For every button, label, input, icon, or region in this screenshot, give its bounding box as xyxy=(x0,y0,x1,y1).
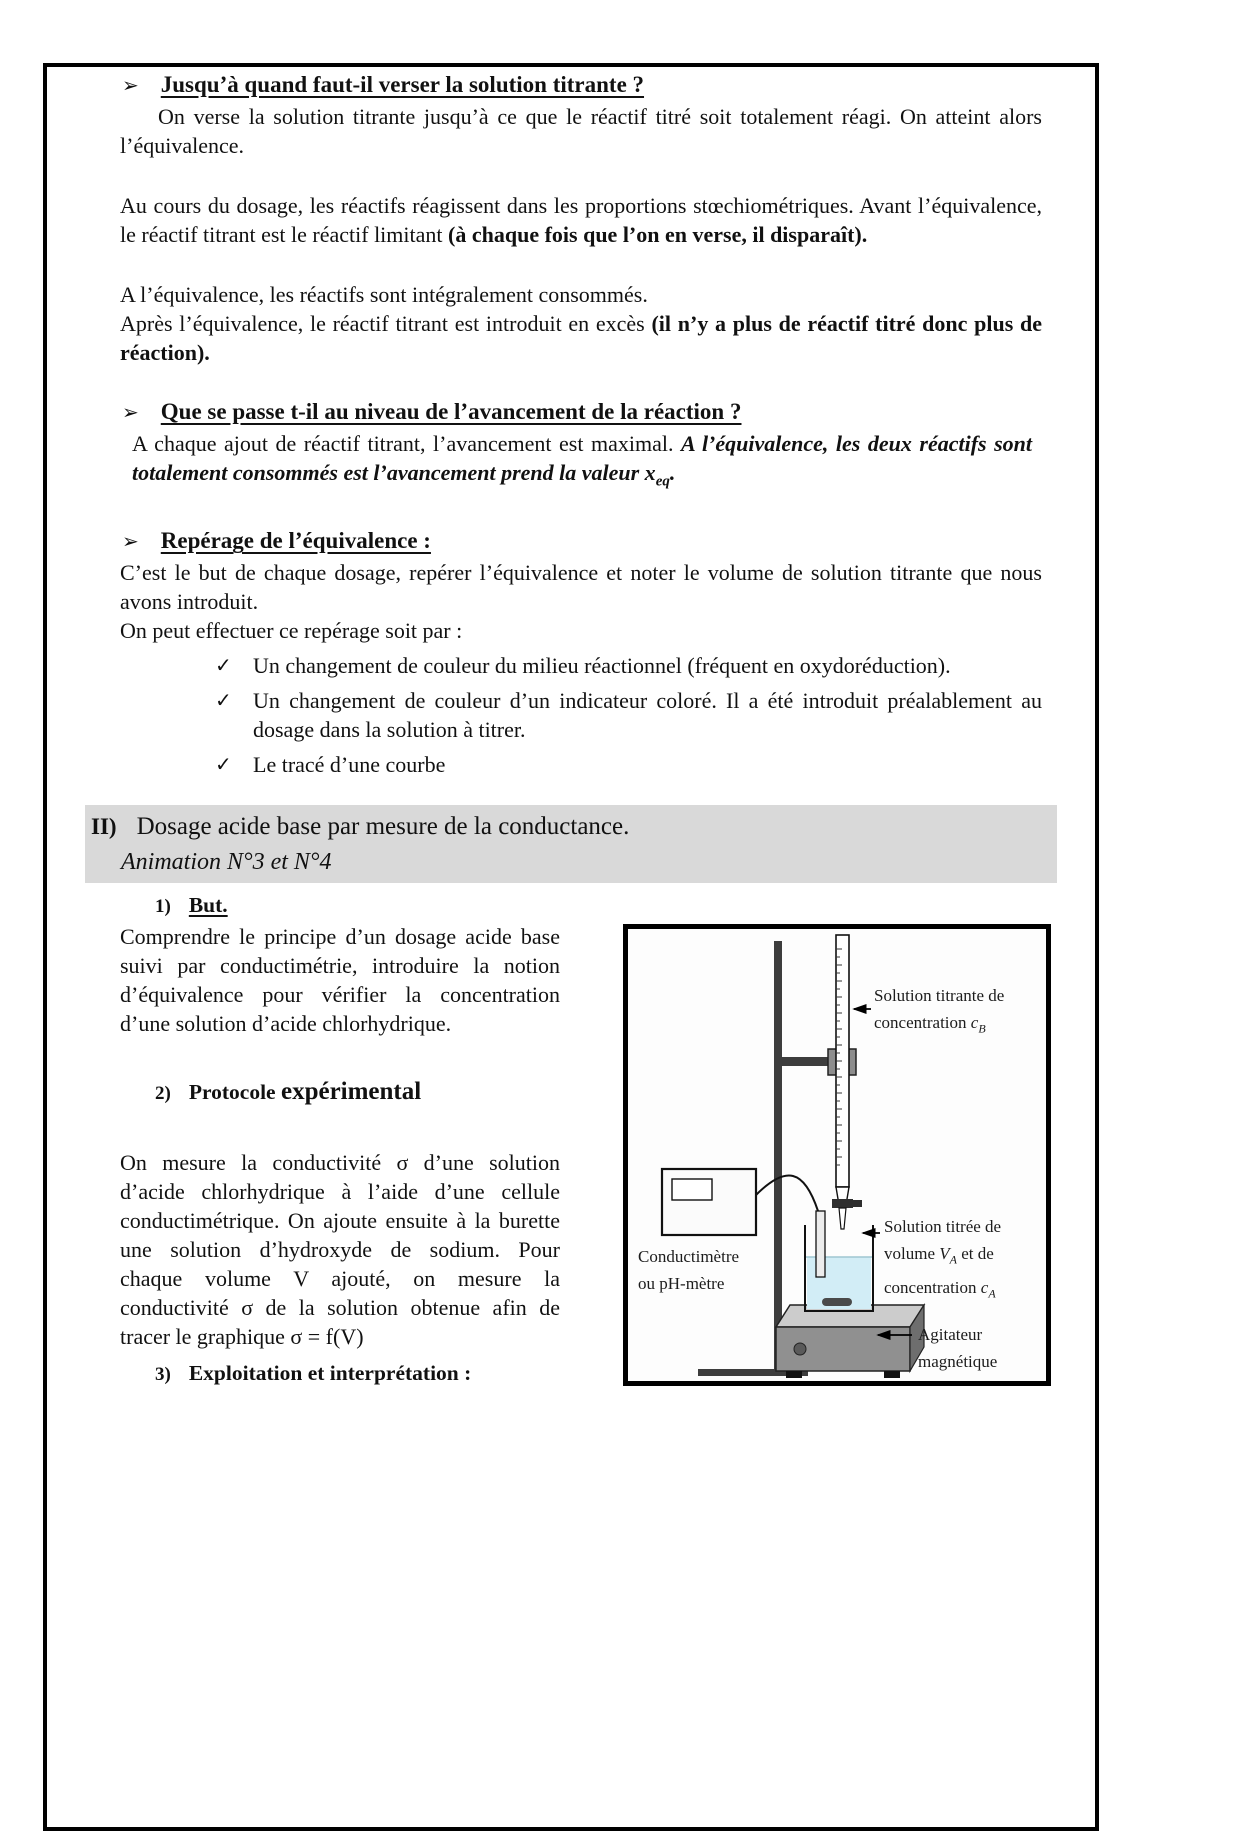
two-column-section xyxy=(120,922,1042,1442)
label-text: Solution titrante de xyxy=(874,986,1005,1006)
label-text: volume xyxy=(884,1244,940,1264)
arrow-bullet-icon: ➢ xyxy=(122,529,139,554)
heading-avancement xyxy=(122,397,1042,427)
text-run-bold: (il n’y a plus de réactif titré donc plus de réaction). xyxy=(120,311,1042,365)
conductimetric-cell xyxy=(816,1211,825,1277)
heading-text: Que se passe t-il au niveau de l’avancement de la réaction ? xyxy=(160,399,742,424)
stand-pole xyxy=(774,941,782,1371)
paragraph-avancement xyxy=(120,429,1042,496)
text-run: A chaque ajout de réactif titrant, l’avancement est maximal. xyxy=(132,431,681,456)
stopcock xyxy=(832,1199,853,1208)
heading-text-large: expérimental xyxy=(280,1078,422,1106)
label-line xyxy=(874,1009,1004,1042)
arrow-bullet-icon: ➢ xyxy=(122,400,139,424)
heading-text: But. xyxy=(188,893,228,918)
stir-bar xyxy=(822,1298,852,1306)
stirrer-foot xyxy=(786,1371,802,1378)
paragraph-but-dosage: C’est le but de chaque dosage, repérer l’équivalence et noter le volume de solution titrante que nous avons introduit. xyxy=(120,560,1042,615)
stopcock-handle xyxy=(853,1200,862,1207)
stirrer-foot xyxy=(884,1371,900,1378)
check-icon: ✓ xyxy=(215,653,232,678)
heading-text: Exploitation et interprétation : xyxy=(188,1361,472,1386)
section-title: Dosage acide base par mesure de la conductance. xyxy=(136,813,630,841)
text-run: Au cours du dosage, les réactifs réagissent dans les proportions stœchiométriques. Avant l’équivalence, le réactif titrant est le réactif limitant xyxy=(120,193,1042,247)
heading-reperage xyxy=(122,526,1042,556)
label-text: Conductimètre xyxy=(638,1247,740,1267)
paragraph-verse-solution: On verse la solution titrante jusqu’à ce que le réactif titré soit totalement réagi. On atteint alors l’équivalence. xyxy=(120,104,1042,158)
subscript-A: A xyxy=(949,1252,957,1267)
check-icon: ✓ xyxy=(215,752,232,777)
paragraph-reperage-intro: On peut effectuer ce repérage soit par : xyxy=(120,618,463,644)
subscript-B: B xyxy=(978,1021,986,1036)
heading-text: Jusqu’à quand faut-il verser la solution titrante ? xyxy=(160,72,645,97)
section-ii-heading xyxy=(85,805,1057,883)
heading-text: Protocole xyxy=(188,1080,281,1105)
cable xyxy=(756,1176,818,1212)
check-icon: ✓ xyxy=(215,688,232,713)
subscript-eq: eq xyxy=(655,473,670,490)
subscript-A: A xyxy=(988,1286,996,1301)
heading-text: Repérage de l’équivalence : xyxy=(160,528,431,554)
variable-c: c xyxy=(970,1013,979,1033)
heading-but xyxy=(155,893,1042,918)
list-item-text: Le tracé d’une courbe xyxy=(253,752,446,778)
list-item xyxy=(120,651,1042,680)
label-line xyxy=(874,982,1004,1009)
page-content xyxy=(91,70,1042,1442)
label-line xyxy=(918,1321,997,1348)
arrow-bullet-icon: ➢ xyxy=(122,73,139,97)
paragraph-a-equivalence: A l’équivalence, les réactifs sont intégralement consommés. xyxy=(120,282,648,307)
list-item xyxy=(120,750,1042,779)
label-text: concentration xyxy=(874,1013,971,1033)
stirrer-knob xyxy=(794,1343,806,1355)
text-run-bold-italic: A l’équivalence, les deux réactifs sont totalement consommés est l’avancement prend la valeur x xyxy=(132,431,1033,485)
list-item-text: Un changement de couleur du milieu réactionnel (fréquent en oxydoréduction). xyxy=(253,653,951,679)
label-line xyxy=(638,1243,739,1270)
text-run-bold-italic: . xyxy=(669,460,676,485)
list-item-text: Un changement de couleur d’un indicateur coloré. Il a été introduit préalablement au dosage dans la solution à titrer. xyxy=(253,688,1042,743)
item-number: 1) xyxy=(155,896,171,918)
paragraph-proportions xyxy=(120,191,1042,249)
label-line xyxy=(918,1348,997,1375)
left-column xyxy=(120,922,560,1386)
label-text: Solution titrée de xyxy=(884,1217,1002,1237)
label-text: ou pH-mètre xyxy=(638,1274,725,1294)
label-conductimetre xyxy=(638,1243,739,1297)
paragraph-apres-equivalence xyxy=(120,309,1042,367)
variable-c: c xyxy=(980,1277,989,1297)
label-agitateur xyxy=(918,1321,997,1375)
section-subtitle: Animation N°3 et N°4 xyxy=(121,849,332,876)
conductimeter-display xyxy=(672,1179,712,1200)
label-line xyxy=(884,1274,1001,1307)
paragraph-but: Comprendre le principe d’un dosage acide base suivi par conductimétrie, introduire la notion d’équivalence pour vérifier la concentration d’une solution d’acide chlorhydrique. xyxy=(120,924,560,1037)
section-title-line xyxy=(91,808,1057,845)
label-line xyxy=(884,1213,1001,1240)
heading-verser-titrante xyxy=(122,70,1042,100)
label-line xyxy=(638,1270,739,1297)
section-number: II) xyxy=(91,814,117,840)
list-item xyxy=(120,686,1042,744)
label-text: concentration xyxy=(884,1277,981,1297)
label-solution-titrante xyxy=(874,982,1004,1042)
label-solution-titree xyxy=(884,1213,1001,1307)
burette-tip xyxy=(839,1208,846,1229)
label-text: Agitateur xyxy=(918,1325,983,1345)
item-number: 3) xyxy=(155,1364,171,1386)
item-number: 2) xyxy=(155,1083,171,1105)
variable-V: V xyxy=(939,1244,950,1264)
text-run-bold: (à chaque fois que l’on en verse, il disparaît). xyxy=(448,222,868,247)
label-text: et de xyxy=(956,1244,994,1264)
text-run: Après l’équivalence, le réactif titrant est introduit en excès xyxy=(120,311,652,336)
label-line xyxy=(884,1240,1001,1273)
heading-protocole xyxy=(155,1078,560,1106)
label-text: magnétique xyxy=(918,1352,998,1372)
heading-exploitation xyxy=(155,1361,560,1386)
paragraph-protocole: On mesure la conductivité σ d’une solution d’acide chlorhydrique à l’aide d’une cellule conductimétrique. On ajoute ensuite à la burette une solution d’hydroxyde de sodium. Pour chaque volume V ajouté, on mesure la conductivité σ de la solution obtenue afin de tracer le graphique σ = f(V) xyxy=(120,1150,560,1350)
titration-apparatus-figure xyxy=(623,924,1051,1386)
